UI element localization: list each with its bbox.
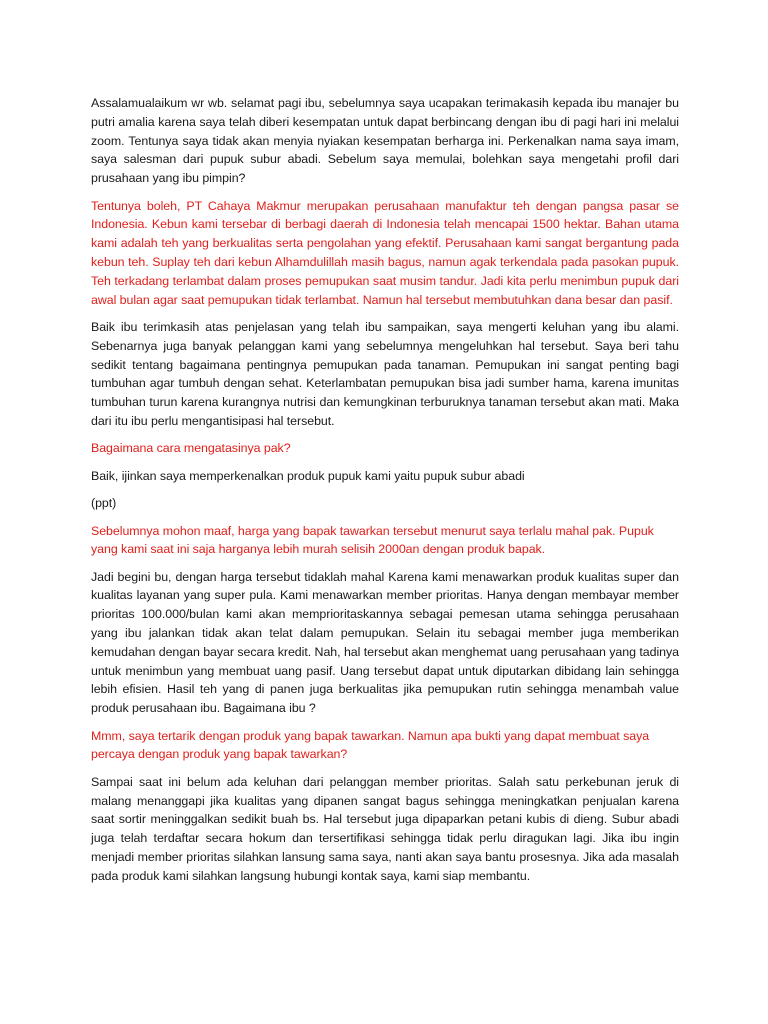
paragraph-sales-importance-of-fertilizing: Baik ibu terimkasih atas penjelasan yang telah ibu sampaikan, saya mengerti keluhan yang ibu alami. Sebenarnya juga banyak pelanggan kami yang sebelumnya mengeluhkan hal tersebut. Saya beri tahu sedikit tentang bagaimana pentingnya pemupukan pada tanaman. Pemupukan ini sangat penting bagi tumbuhan agar tumbuh dengan sehat. Keterlambatan pemupukan bisa jadi sumber hama, karena imunitas tumbuhan turun karena kurangnya nutrisi dan kemungkinan terburuknya tanaman tersebut akan mati. Maka dari itu ibu perlu mengantisipasi hal tersebut.	[91, 319, 679, 428]
paragraph-customer-proof-request: Mmm, saya tertarik dengan produk yang bapak tawarkan. Namun apa bukti yang dapat membuat saya percaya dengan produk yang bapak tawarkan?	[91, 728, 650, 762]
paragraph-sales-product-intro: Baik, ijinkan saya memperkenalkan produk pupuk kami yaitu pupuk subur abadi	[91, 468, 525, 483]
paragraph-ppt-note: (ppt)	[91, 496, 117, 511]
paragraph-customer-question: Bagaimana cara mengatasinya pak?	[91, 441, 291, 456]
paragraph-customer-company-profile: Tentunya boleh, PT Cahaya Makmur merupakan perusahaan manufaktur teh dengan pangsa pasar se Indonesia. Kebun kami tersebar di berbagi daerah di Indonesia telah mencapai 1500 hektar. Bahan utama kami adalah teh yang berkualitas serta pengolahan yang efektif. Perusahaan kami sangat bergantung pada kebun teh. Suplay teh dari kebun Alhamdulillah masih bagus, namun agak terkendala pada pasokan pupuk. Teh terkadang terlambat dalam proses pemupukan saat musim tandur. Jadi kita perlu menimbun pupuk dari awal bulan agar saat pemupukan tidak terlambat. Namun hal tersebut membutuhkan dana besar dan pasif.	[91, 198, 679, 307]
paragraph-sales-greeting: Assalamualaikum wr wb. selamat pagi ibu, sebelumnya saya ucapakan terimakasih kepada ibu manajer bu putri amalia karena saya telah diberi kesempatan untuk dapat berbincang dengan ibu di pagi hari ini melalui zoom. Tentunya saya tidak akan menyia nyiakan kesempatan berharga ini. Perkenalkan nama saya imam, saya salesman dari pupuk subur abadi. Sebelum saya memulai, bolehkan saya mengetahi profil dari prusahaan yang ibu pimpin?	[91, 96, 679, 186]
paragraph-sales-member-offer: Jadi begini bu, dengan harga tersebut tidaklah mahal Karena kami menawarkan produk kualitas super dan kualitas layanan yang super pula. Kami menawarkan member prioritas. Hanya dengan membayar member prioritas 100.000/bulan kami akan memprioritaskannya sebagai pemesan utama sehingga perusahaan yang ibu jalankan tidak akan telat dalam pemupukan. Selain itu sebagai member juga memberikan kemudahan dengan bayar secara kredit. Nah, hal tersebut akan menghemat uang perusahaan yang tadinya untuk menimbun yang membuat uang pasif. Uang tersebut dapat untuk diputarkan dibidang lain sehingga lebih efisien. Hasil teh yang di panen juga berkualitas jika pemupukan rutin sehingga menambah value produk perusahaan ibu. Bagaimana ibu ?	[91, 569, 679, 716]
document-page	[91, 94, 679, 894]
paragraph-sales-closing: Sampai saat ini belum ada keluhan dari pelanggan member prioritas. Salah satu perkebunan jeruk di malang menanggapi jika kualitas yang dipanen sangat bagus sehingga meningkatkan penjualan karena saat sortir meninggalkan sedikit buah bs. Hal tersebut juga dipaparkan petani kubis di dieng. Subur abadi juga telah terdaftar secara hokum dan tersertifikasi sehingga tidak perlu diragukan lagi. Jika ibu ingin menjadi member prioritas silahkan lansung sama saya, nanti akan saya bantu prosesnya. Jika ada masalah pada produk kami silahkan langsung hubungi kontak saya, kami siap membantu.	[91, 774, 679, 883]
paragraph-customer-price-objection: Sebelumnya mohon maaf, harga yang bapak tawarkan tersebut menurut saya terlalu mahal pak. Pupuk yang kami saat ini saja harganya lebih murah selisih 2000an dengan produk bapak.	[91, 523, 654, 557]
